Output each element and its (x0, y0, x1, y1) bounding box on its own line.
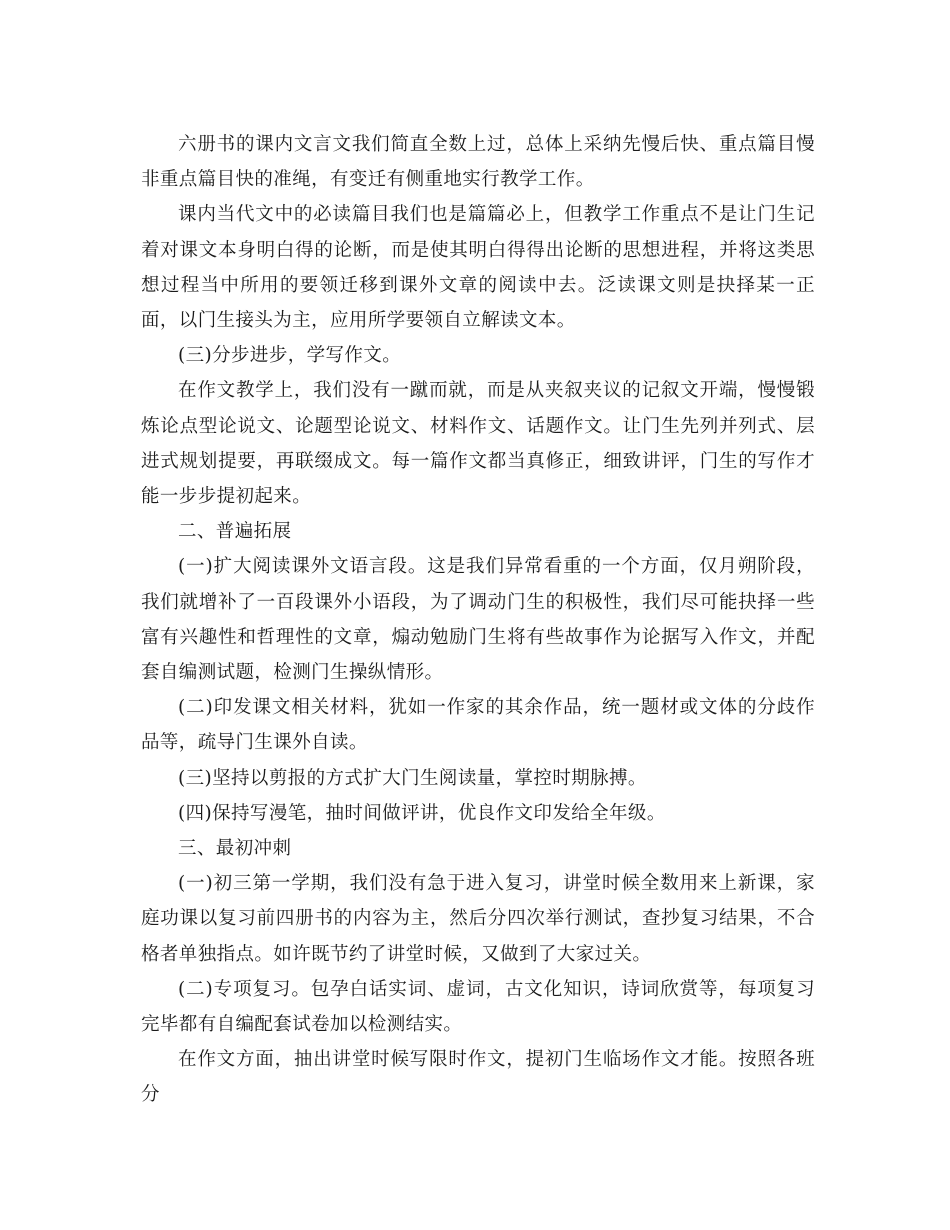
section-heading-final-sprint: 三、最初冲刺 (178, 838, 292, 860)
paragraph-modern-texts: 课内当代文中的必读篇目我们也是篇篇必上，但教学工作重点不是让门生记着对课文本身明白得的论断，而是使其明白得得出论断的思想进程，并将这类思想过程当中所用的要领迁移到课外文章的阅读中去。泛读课文则是抉择某一正面，以门生接头为主，应用所学要领自立解读文本。 (141, 204, 815, 332)
paragraph-first-semester: (一)初三第一学期，我们没有急于进入复习，讲堂时候全数用来上新课，家庭功课以复习前四册书的内容为主，然后分四次举行测试，查抄复习结果，不合格者单独指点。如许既节约了讲堂时候，又做到了大家过关。 (141, 873, 815, 965)
paragraph-related-materials: (二)印发课文相关材料，犹如一作家的其余作品，统一题材或文体的分歧作品等，疏导门生课外自读。 (141, 697, 815, 754)
paragraph-essay-writing: (四)保持写漫笔，抽时间做评讲，优良作文印发给全年级。 (178, 802, 666, 824)
subheading-writing-steps: (三)分步进步，学写作文。 (178, 345, 402, 367)
section-heading-expansion: 二、普遍拓展 (178, 521, 292, 543)
paragraph-special-review: (二)专项复习。包孕白话实词、虚词，古文化知识，诗词欣赏等，每项复习完毕都有自编配套试卷加以检测结实。 (141, 978, 815, 1036)
paragraph-timed-composition: 在作文方面，抽出讲堂时候写限时作文，提初门生临场作文才能。按照各班分 (141, 1049, 815, 1106)
document-page (141, 127, 815, 1113)
paragraph-composition-teaching: 在作文教学上，我们没有一蹴而就，而是从夹叙夹议的记叙文开端，慢慢锻炼论点型论说文、论题型论说文、材料作文、话题作文。让门生先列并列式、层进式规划提要，再联缀成文。每一篇作文都当真修正，细致讲评，门生的写作才能一步步提初起来。 (141, 380, 815, 508)
paragraph-classical-texts: 六册书的课内文言文我们简直全数上过，总体上采纳先慢后快、重点篇目慢非重点篇目快的准绳，有变迁有侧重地实行教学工作。 (141, 134, 815, 191)
paragraph-extracurricular-reading: (一)扩大阅读课外文语言段。这是我们异常看重的一个方面，仅月朔阶段，我们就增补了一百段课外小语段，为了调动门生的积极性，我们尽可能抉择一些富有兴趣性和哲理性的文章，煽动勉励门生将有些故事作为论据写入作文，并配套自编测试题，检测门生操纵情形。 (141, 556, 815, 684)
paragraph-newspaper-clippings: (三)坚持以剪报的方式扩大门生阅读量，掌控时期脉搏。 (178, 767, 647, 789)
